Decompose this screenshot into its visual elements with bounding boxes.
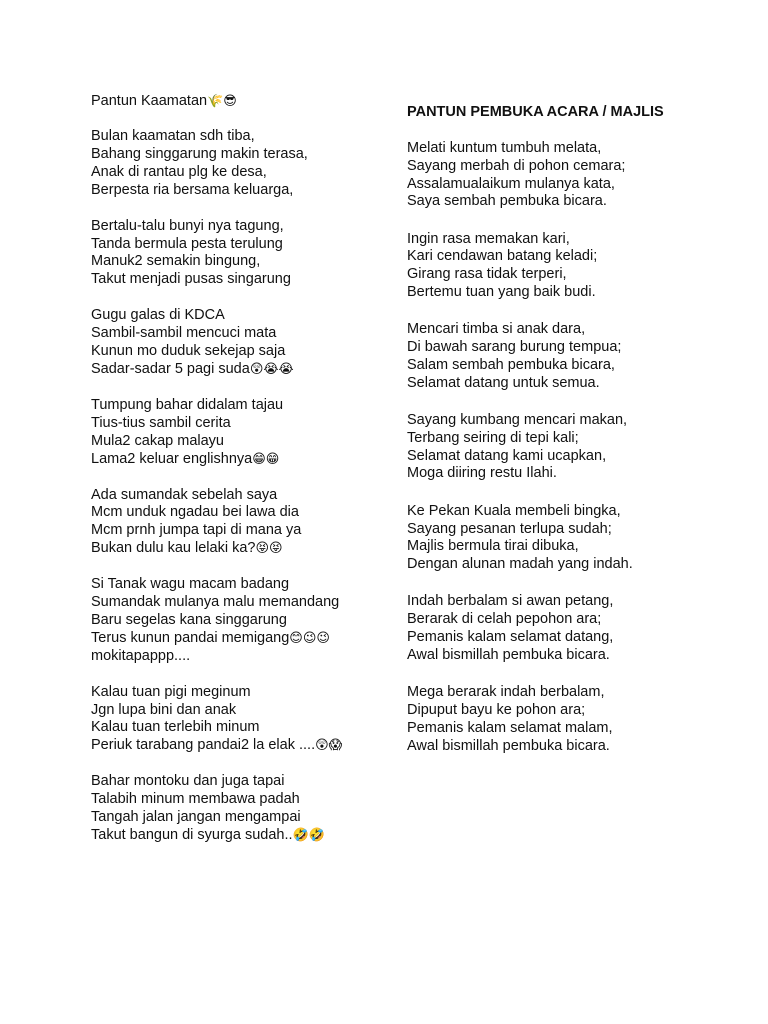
- pantun-line: [407, 611, 737, 629]
- pantun-line: [407, 448, 737, 466]
- pantun-line: [91, 702, 391, 720]
- pantun-line-text: Sumandak mulanya malu memandang: [91, 594, 340, 611]
- right-column: [407, 103, 737, 755]
- pantun-line-text: Gugu galas di KDCA: [91, 307, 225, 324]
- pantun-line-text: Dipuput bayu ke pohon ara;: [407, 701, 586, 718]
- pantun-line-text: Sayang kumbang mencari makan,: [407, 412, 628, 429]
- pantun-line: [407, 503, 737, 521]
- pantun-line-text: Melati kuntum tumbuh melata,: [407, 140, 602, 156]
- pantun-line-text: Berpesta ria bersama keluarga,: [91, 181, 294, 198]
- pantun-line-text: Dengan alunan madah yang indah.: [407, 556, 633, 573]
- pantun-line-text: Bulan kaamatan sdh tiba,: [91, 128, 255, 144]
- right-stanzas: [407, 140, 737, 755]
- pantun-stanza: [91, 128, 391, 200]
- pantun-line-text: Berarak di celah pepohon ara;: [407, 611, 602, 628]
- pantun-line: [91, 522, 391, 540]
- pantun-line: [91, 630, 391, 648]
- pantun-line-text: Tumpung bahar didalam tajau: [91, 396, 284, 413]
- pantun-line-text: Mega berarak indah berbalam,: [407, 684, 605, 701]
- pantun-line: [91, 487, 391, 505]
- emoji-icon: 😲😭😭: [249, 360, 294, 376]
- pantun-line-text: Jgn lupa bini dan anak: [91, 701, 237, 718]
- pantun-stanza: [91, 576, 391, 666]
- pantun-line-text: Periuk tarabang pandai2 la elak ....: [91, 737, 316, 754]
- pantun-line-text: Mcm unduk ngadau bei lawa dia: [91, 504, 299, 521]
- pantun-line: [91, 540, 391, 558]
- pantun-line-text: Bukan dulu kau lelaki ka?: [91, 540, 256, 557]
- left-column: [91, 92, 391, 845]
- pantun-line: [407, 430, 737, 448]
- pantun-line: [407, 465, 737, 483]
- pantun-stanza: [407, 593, 737, 664]
- pantun-line-text: Kalau tuan pigi meginum: [91, 683, 251, 700]
- pantun-line-text: Sayang merbah di pohon cemara;: [407, 157, 626, 174]
- pantun-line-text: Awal bismillah pembuka bicara.: [407, 646, 610, 663]
- pantun-line: [91, 648, 391, 666]
- pantun-stanza: [91, 773, 391, 845]
- pantun-line: [91, 236, 391, 254]
- pantun-line-text: Moga diiring restu Ilahi.: [407, 465, 557, 482]
- pantun-line-text: mokitapappp....: [91, 647, 191, 664]
- pantun-line: [91, 809, 391, 827]
- pantun-line-text: Salam sembah pembuka bicara,: [407, 356, 615, 373]
- pantun-line-text: Takut bangun di syurga sudah..: [91, 827, 293, 843]
- pantun-line-text: Girang rasa tidak terperi,: [407, 266, 567, 283]
- pantun-line: [91, 128, 391, 146]
- pantun-line-text: Selamat datang kami ucapkan,: [407, 447, 607, 464]
- pantun-line: [91, 684, 391, 702]
- pantun-line-text: Sadar-sadar 5 pagi suda: [91, 360, 250, 377]
- pantun-line: [407, 231, 737, 249]
- pantun-stanza: [91, 307, 391, 379]
- pantun-stanza: [91, 397, 391, 469]
- pantun-line: [407, 538, 737, 556]
- pantun-line-text: Bahang singgarung makin terasa,: [91, 145, 308, 162]
- pantun-line: [407, 248, 737, 266]
- pantun-line: [407, 193, 737, 211]
- pantun-line-text: Kalau tuan terlebih minum: [91, 719, 260, 736]
- pantun-line: [91, 146, 391, 164]
- pantun-line-text: Awal bismillah pembuka bicara.: [407, 737, 610, 754]
- pantun-line-text: Mula2 cakap malayu: [91, 432, 224, 449]
- pantun-line-text: Pemanis kalam selamat malam,: [407, 719, 613, 736]
- pantun-line: [407, 375, 737, 393]
- pantun-line: [407, 720, 737, 738]
- pantun-line-text: Manuk2 semakin bingung,: [91, 253, 261, 270]
- pantun-line: [407, 412, 737, 430]
- pantun-stanza: [407, 503, 737, 574]
- pantun-line: [407, 158, 737, 176]
- pantun-line: [407, 321, 737, 339]
- pantun-line-text: Terus kunun pandai memigang: [91, 629, 290, 646]
- pantun-line: [407, 357, 737, 375]
- pantun-line-text: Bahar montoku dan juga tapai: [91, 773, 285, 790]
- pantun-line-text: Tius-tius sambil cerita: [91, 414, 231, 431]
- pantun-line: [407, 140, 737, 158]
- pantun-line: [91, 164, 391, 182]
- pantun-line-text: Talabih minum membawa padah: [91, 791, 300, 808]
- pantun-line: [91, 791, 391, 809]
- pantun-line: [91, 397, 391, 415]
- pantun-line: [91, 737, 391, 755]
- pantun-line: [407, 647, 737, 665]
- pantun-line: [91, 271, 391, 289]
- pantun-line: [407, 339, 737, 357]
- pantun-line: [407, 556, 737, 574]
- pantun-stanza: [407, 684, 737, 755]
- pantun-line-text: Mcm prnh jumpa tapi di mana ya: [91, 522, 302, 539]
- pantun-line-text: Saya sembah pembuka bicara.: [407, 193, 607, 210]
- pantun-line: [91, 253, 391, 271]
- pantun-line: [91, 504, 391, 522]
- pantun-line-text: Tanda bermula pesta terulung: [91, 235, 283, 252]
- emoji-icon: 🤣🤣: [292, 827, 325, 842]
- pantun-line-text: Selamat datang untuk semua.: [407, 374, 600, 391]
- pantun-line: [91, 307, 391, 325]
- pantun-line: [91, 415, 391, 433]
- left-title-text: Pantun Kaamatan: [91, 93, 208, 109]
- pantun-line-text: Majlis bermula tirai dibuka,: [407, 538, 579, 555]
- pantun-stanza: [91, 218, 391, 290]
- pantun-line: [407, 738, 737, 756]
- pantun-line: [407, 593, 737, 611]
- pantun-line: [407, 521, 737, 539]
- pantun-line: [91, 361, 391, 379]
- pantun-line-text: Di bawah sarang burung tempua;: [407, 339, 622, 356]
- pantun-line: [407, 284, 737, 302]
- right-title: PANTUN PEMBUKA ACARA / MAJLIS: [407, 104, 664, 120]
- pantun-line-text: Mencari timba si anak dara,: [407, 321, 586, 338]
- pantun-line: [91, 612, 391, 630]
- pantun-line-text: Terbang seiring di tepi kali;: [407, 429, 579, 446]
- pantun-line-text: Anak di rantau plg ke desa,: [91, 163, 267, 180]
- pantun-line: [407, 176, 737, 194]
- emoji-icon: 😝😝: [255, 540, 283, 556]
- pantun-line: [91, 576, 391, 594]
- pantun-stanza: [91, 684, 391, 756]
- pantun-line: [91, 433, 391, 451]
- pantun-stanza: [407, 321, 737, 392]
- pantun-line: [91, 451, 391, 469]
- pantun-line-text: Kunun mo duduk sekejap saja: [91, 343, 286, 360]
- pantun-line: [91, 325, 391, 343]
- pantun-line-text: Ke Pekan Kuala membeli bingka,: [407, 502, 621, 519]
- pantun-line-text: Indah berbalam si awan petang,: [407, 593, 614, 610]
- pantun-line: [407, 266, 737, 284]
- pantun-line: [91, 182, 391, 200]
- pantun-line-text: Ada sumandak sebelah saya: [91, 486, 278, 503]
- emoji-icon: 😲😱: [315, 737, 343, 753]
- pantun-line-text: Baru segelas kana singgarung: [91, 611, 287, 628]
- pantun-line-text: Lama2 keluar englishnya: [91, 450, 253, 467]
- pantun-line: [91, 773, 391, 791]
- pantun-line-text: Assalamualaikum mulanya kata,: [407, 175, 615, 192]
- pantun-line: [91, 719, 391, 737]
- pantun-line-text: Tangah jalan jangan mengampai: [91, 809, 301, 826]
- pantun-line-text: Bertemu tuan yang baik budi.: [407, 284, 596, 301]
- pantun-stanza: [407, 140, 737, 211]
- pantun-line-text: Sambil-sambil mencuci mata: [91, 325, 277, 342]
- pantun-line-text: Pemanis kalam selamat datang,: [407, 629, 614, 646]
- pantun-stanza: [407, 412, 737, 483]
- pantun-line-text: Takut menjadi pusas singarung: [91, 271, 291, 288]
- pantun-line-text: Ingin rasa memakan kari,: [407, 230, 570, 247]
- pantun-line-text: Si Tanak wagu macam badang: [91, 576, 290, 593]
- pantun-line-text: Kari cendawan batang keladi;: [407, 248, 598, 265]
- pantun-stanza: [91, 487, 391, 559]
- emoji-icon: 😁😁: [252, 450, 280, 466]
- pantun-line: [407, 702, 737, 720]
- pantun-line-text: Bertalu-talu bunyi nya tagung,: [91, 217, 284, 234]
- pantun-line: [91, 343, 391, 361]
- pantun-line: [91, 594, 391, 612]
- pantun-stanza: [407, 231, 737, 302]
- pantun-line: [407, 629, 737, 647]
- left-stanzas: [91, 128, 391, 845]
- emoji-icon: 😊😉😉: [289, 629, 330, 645]
- pantun-line-text: Sayang pesanan terlupa sudah;: [407, 520, 612, 537]
- pantun-line: [91, 827, 391, 845]
- pantun-line: [407, 684, 737, 702]
- left-title: [91, 92, 391, 110]
- rice-sunglasses-emoji-icon: 🌾😎: [207, 93, 237, 108]
- pantun-line: [91, 218, 391, 236]
